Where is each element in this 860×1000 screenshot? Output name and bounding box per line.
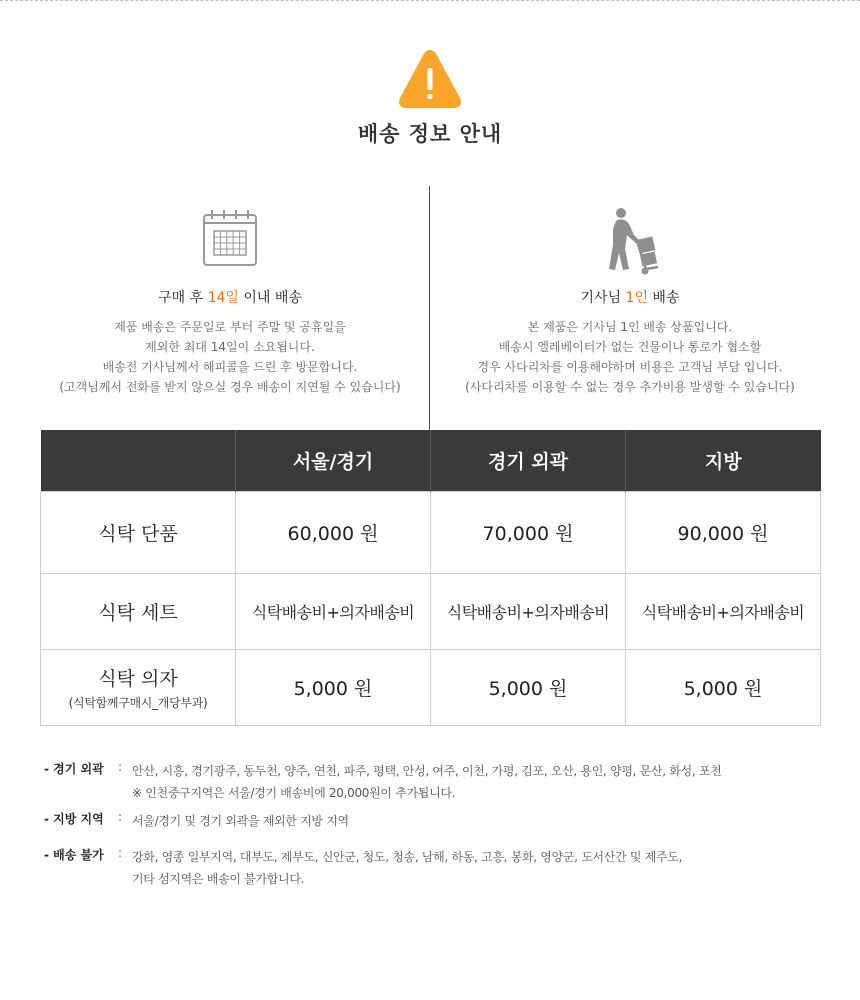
table-cell: 60,000 원	[236, 491, 431, 573]
note-body: 안산, 시흥, 경기광주, 동두천, 양주, 연천, 파주, 평택, 안성, 여주, 이천, 가평, 김포, 오산, 용인, 양평, 문산, 화성, 포천 ※ 인천중구지역은 서울/경기 배송비에 20,000원이 추가됩니다.	[132, 764, 722, 800]
table-cell: 90,000 원	[626, 491, 821, 573]
info-delivery-method	[430, 205, 830, 397]
table-cell: 식탁배송비+의자배송비	[431, 573, 626, 649]
table-header-outer-gyeonggi: 경기 외곽	[431, 430, 626, 491]
table-cell: 5,000 원	[431, 649, 626, 725]
table-header-empty	[41, 430, 236, 491]
shipping-notes	[44, 760, 844, 904]
table-header-province: 지방	[626, 430, 821, 491]
table-cell: 70,000 원	[431, 491, 626, 573]
info-lead-time	[30, 205, 430, 397]
heading-highlight: 1인	[625, 290, 648, 306]
note-province: - 지방 지역 : 서울/경기 및 경기 외곽을 제외한 지방 지역	[44, 810, 844, 832]
table-cell: 식탁배송비+의자배송비	[626, 573, 821, 649]
table-header-seoul: 서울/경기	[236, 430, 431, 491]
row-sublabel: (식탁함께구매시_개당부과)	[68, 695, 208, 710]
shipping-rate-table	[40, 430, 821, 726]
page-header	[0, 48, 860, 148]
note-label: - 지방 지역	[44, 812, 104, 826]
warning-icon	[397, 48, 463, 110]
info-heading: 구매 후 14일 이내 배송	[158, 290, 302, 306]
table-header-row	[41, 430, 821, 491]
info-description: 제품 배송은 주문일로 부터 주말 및 공휴일을 제외한 최대 14일이 소요됩니다. 배송전 기사님께서 해피콜을 드린 후 방문합니다. (고객님께서 전화를 받지 않으실 경우 배송이 지연될 수 있습니다)	[59, 320, 401, 394]
row-label: 식탁 세트	[41, 573, 236, 649]
row-label: 식탁 의자 (식탁함께구매시_개당부과)	[41, 649, 236, 725]
note-unavailable: - 배송 불가 : 강화, 영종 일부지역, 대부도, 제부도, 신안군, 청도, 청송, 남해, 하동, 고흥, 봉화, 영양군, 도서산간 및 제주도, 기타 섬지역은 배송이 불가합니다.	[44, 846, 844, 890]
info-description: 본 제품은 기사님 1인 배송 상품입니다. 배송시 엘레베이터가 없는 건물이나 통로가 협소할 경우 사다리차를 이용해야하며 비용은 고객님 부담 입니다. (사다리차를 이용할 수 없는 경우 추가비용 발생할 수 있습니다)	[465, 320, 795, 394]
note-label: - 배송 불가	[44, 848, 104, 862]
page-title: 배송 정보 안내	[357, 122, 503, 146]
note-label: - 경기 외곽	[44, 762, 104, 776]
table-cell: 식탁배송비+의자배송비	[236, 573, 431, 649]
table-row	[41, 573, 821, 649]
calendar-icon	[194, 205, 266, 277]
note-body: 서울/경기 및 경기 외곽을 제외한 지방 지역	[132, 814, 349, 828]
info-heading: 기사님 1인 배송	[580, 290, 680, 306]
table-row	[41, 649, 821, 725]
table-cell: 5,000 원	[236, 649, 431, 725]
table-cell: 5,000 원	[626, 649, 821, 725]
heading-highlight: 14일	[207, 290, 239, 306]
row-label: 식탁 단품	[41, 491, 236, 573]
top-dashed-border	[0, 0, 860, 1]
table-row	[41, 491, 821, 573]
note-outer-gyeonggi: - 경기 외곽 : 안산, 시흥, 경기광주, 동두천, 양주, 연천, 파주, 평택, 안성, 여주, 이천, 가평, 김포, 오산, 용인, 양평, 문산, 화성, 포천 ※ 인천중구지역은 서울/경기 배송비에 20,000원이 추가됩니다.	[44, 760, 844, 804]
note-body: 강화, 영종 일부지역, 대부도, 제부도, 신안군, 청도, 청송, 남해, 하동, 고흥, 봉화, 영양군, 도서산간 및 제주도, 기타 섬지역은 배송이 불가합니다.	[132, 850, 683, 886]
delivery-person-icon	[594, 205, 666, 277]
